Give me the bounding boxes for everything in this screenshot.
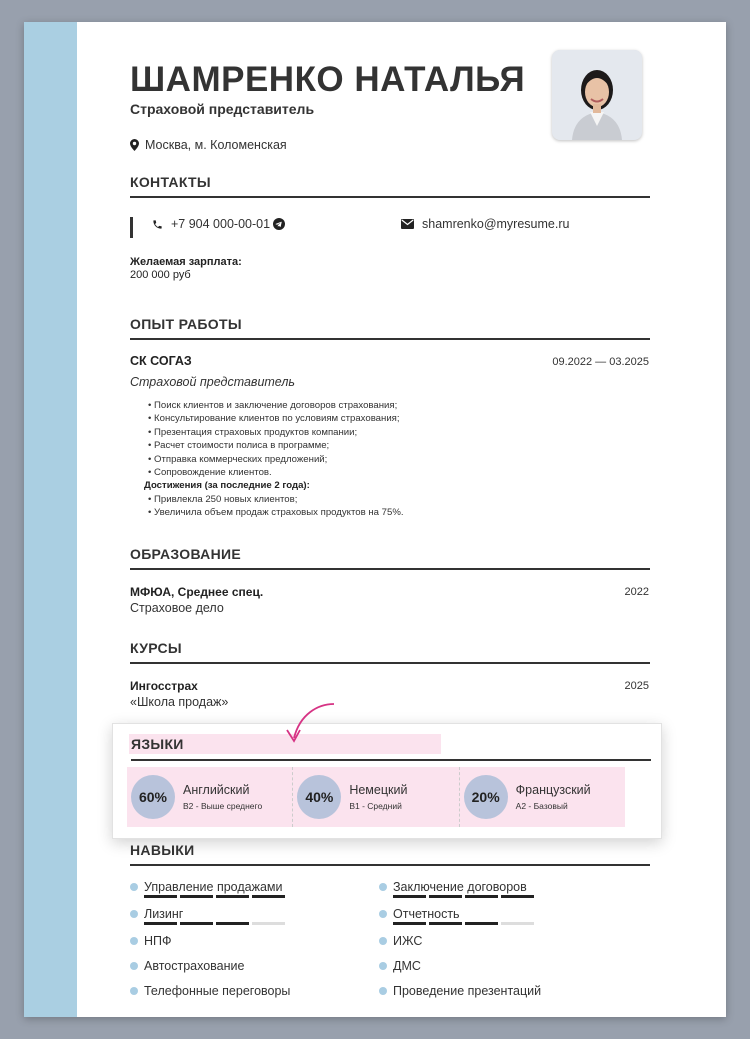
phone-icon	[152, 219, 163, 230]
skills-row	[130, 880, 650, 907]
side-stripe	[24, 22, 77, 1017]
skill-line	[130, 907, 379, 921]
skill-level-segment	[501, 895, 534, 898]
skill-item	[130, 880, 379, 907]
language-percent-circle: 60%	[131, 775, 175, 819]
skill-level-segment	[144, 922, 177, 925]
skill-line	[130, 984, 379, 998]
profile-photo-image	[552, 50, 642, 140]
skill-level-segment	[393, 922, 426, 925]
languages-heading: ЯЗЫКИ	[131, 736, 184, 752]
languages-divider	[131, 759, 651, 761]
skill-name: Управление продажами	[144, 880, 283, 894]
language-text	[516, 783, 591, 811]
education-field: Страховое дело	[130, 601, 224, 615]
skill-level-segment	[180, 922, 213, 925]
language-percent-circle: 40%	[297, 775, 341, 819]
skill-level-bar	[393, 895, 639, 898]
skill-name: Проведение презентаций	[393, 984, 542, 998]
skill-level-bar	[393, 922, 639, 925]
skill-level-segment	[501, 922, 534, 925]
language-percent-circle: 20%	[464, 775, 508, 819]
skill-level-segment	[429, 895, 462, 898]
skill-bullet-icon	[379, 883, 387, 891]
language-name: Английский	[183, 783, 250, 797]
skill-level-segment	[465, 895, 498, 898]
profile-photo	[552, 50, 642, 140]
achievements-list	[148, 493, 628, 520]
language-level: B1 - Средний	[349, 801, 402, 811]
skill-bullet-icon	[379, 987, 387, 995]
company-name: СК СОГАЗ	[130, 354, 192, 368]
skill-bullet-icon	[130, 987, 138, 995]
skill-item	[130, 959, 379, 984]
duties-list	[148, 399, 628, 479]
location-text: Москва, м. Коломенская	[145, 138, 287, 152]
skill-level-segment	[216, 895, 249, 898]
skill-line	[379, 880, 639, 894]
email-icon	[401, 219, 414, 229]
email-contact[interactable]	[401, 217, 569, 231]
skill-name: ДМС	[393, 959, 421, 973]
skill-name: Заключение договоров	[393, 880, 527, 894]
skill-name: Автострахование	[144, 959, 245, 973]
skill-name: Телефонные переговоры	[144, 984, 291, 998]
skill-level-segment	[180, 895, 213, 898]
skill-level-bar	[144, 922, 379, 925]
skill-name: ИЖС	[393, 934, 423, 948]
resume-page	[24, 22, 726, 1017]
email-address: shamrenko@myresume.ru	[422, 217, 570, 231]
language-level: B2 - Выше среднего	[183, 801, 263, 811]
language-text	[183, 783, 262, 811]
achievement-item: • Привлекла 250 новых клиентов;	[148, 493, 628, 506]
skill-item	[130, 984, 379, 1009]
skills-grid	[130, 880, 650, 1009]
phone-contact[interactable]	[152, 217, 285, 231]
candidate-position: Страховой представитель	[130, 101, 315, 117]
candidate-name: ШАМРЕНКО НАТАЛЬЯ	[130, 60, 526, 99]
achievement-item: • Увеличила объем продаж страховых продуктов на 75%.	[148, 506, 628, 519]
duty-item: • Отправка коммерческих предложений;	[148, 453, 628, 466]
experience-details	[144, 399, 628, 520]
skill-item	[379, 959, 639, 984]
phone-number: +7 904 000-00-01	[171, 217, 271, 231]
course-year: 2025	[624, 680, 649, 692]
skill-bullet-icon	[379, 962, 387, 970]
skill-name: НПФ	[144, 934, 172, 948]
language-level: A2 - Базовый	[515, 801, 568, 811]
course-name: «Школа продаж»	[130, 695, 229, 709]
experience-role: Страховой представитель	[130, 375, 295, 389]
duty-item: • Консультирование клиентов по условиям страхования;	[148, 412, 628, 425]
skill-line	[379, 907, 639, 921]
skills-row	[130, 934, 650, 959]
duty-item: • Презентация страховых продуктов компании;	[148, 426, 628, 439]
achievements-label: Достижения (за последние 2 года):	[144, 480, 310, 492]
experience-dates: 09.2022 — 03.2025	[552, 356, 649, 368]
skill-line	[379, 984, 639, 998]
skill-bullet-icon	[130, 910, 138, 918]
language-item	[293, 767, 459, 827]
skill-level-segment	[393, 895, 426, 898]
language-item	[127, 767, 293, 827]
duty-item: • Поиск клиентов и заключение договоров страхования;	[148, 399, 628, 412]
telegram-icon	[273, 218, 285, 230]
languages-card[interactable]	[112, 723, 662, 839]
salary-value: 200 000 руб	[130, 269, 191, 281]
education-school: МФЮА, Среднее спец.	[130, 585, 264, 599]
skill-line	[379, 934, 639, 948]
skill-line	[130, 959, 379, 973]
skill-bullet-icon	[130, 937, 138, 945]
pointer-arrow-icon	[282, 700, 342, 746]
education-heading: ОБРАЗОВАНИЕ	[130, 546, 650, 570]
skill-level-segment	[252, 922, 285, 925]
language-item	[460, 767, 625, 827]
location	[130, 138, 287, 152]
courses-heading: КУРСЫ	[130, 640, 650, 664]
skill-bullet-icon	[379, 937, 387, 945]
skill-item	[379, 984, 639, 1009]
skill-level-segment	[216, 922, 249, 925]
skill-bullet-icon	[130, 883, 138, 891]
skill-level-segment	[144, 895, 177, 898]
skill-name: Лизинг	[144, 907, 184, 921]
education-year: 2022	[624, 586, 649, 598]
skill-bullet-icon	[379, 910, 387, 918]
location-pin-icon	[130, 139, 139, 151]
skill-item	[130, 934, 379, 959]
skill-name: Отчетность	[393, 907, 460, 921]
contacts-heading: КОНТАКТЫ	[130, 174, 650, 198]
skill-line	[130, 880, 379, 894]
skills-heading: НАВЫКИ	[130, 842, 650, 866]
skill-level-segment	[252, 895, 285, 898]
skill-bullet-icon	[130, 962, 138, 970]
experience-heading: ОПЫТ РАБОТЫ	[130, 316, 650, 340]
language-name: Французский	[515, 783, 591, 797]
language-name: Немецкий	[349, 783, 408, 797]
skill-item	[379, 907, 639, 934]
skill-line	[379, 959, 639, 973]
salary-label: Желаемая зарплата:	[130, 256, 242, 268]
languages-list	[127, 767, 625, 827]
language-text	[349, 783, 407, 811]
skills-row	[130, 984, 650, 1009]
skill-item	[379, 880, 639, 907]
skill-level-bar	[144, 895, 379, 898]
skill-line	[130, 934, 379, 948]
duty-item: • Расчет стоимости полиса в программе;	[148, 439, 628, 452]
course-provider: Ингосстрах	[130, 679, 198, 693]
skills-row	[130, 907, 650, 934]
skills-row	[130, 959, 650, 984]
contacts-marker	[130, 217, 133, 238]
skill-level-segment	[465, 922, 498, 925]
skill-item	[379, 934, 639, 959]
skill-level-segment	[429, 922, 462, 925]
duty-item: • Сопровождение клиентов.	[148, 466, 628, 479]
skill-item	[130, 907, 379, 934]
